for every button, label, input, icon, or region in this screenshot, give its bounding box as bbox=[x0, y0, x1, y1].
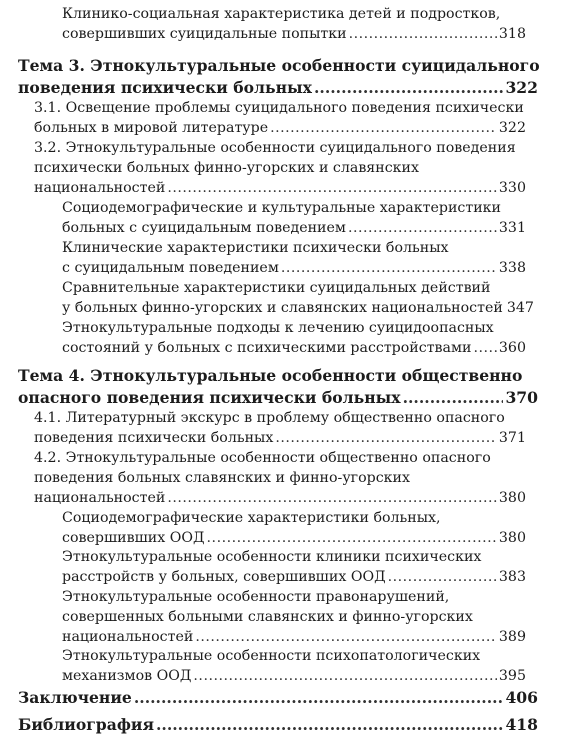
dot-leader bbox=[281, 260, 497, 277]
dot-leader bbox=[167, 490, 497, 507]
toc-entry-title-line: национальностей bbox=[62, 629, 194, 645]
page-number: 371 bbox=[498, 430, 526, 446]
toc-entry-title-line: Клинико-социальная характеристика детей и подростков, bbox=[62, 6, 501, 22]
page-number: 330 bbox=[498, 180, 526, 196]
page-number: 406 bbox=[505, 688, 538, 707]
toc-entry-title-line: механизмов ООД bbox=[62, 668, 192, 684]
toc-entry-sub[interactable] bbox=[62, 648, 526, 688]
toc-entry-title-line: поведения больных славянских и финно-угорских bbox=[34, 470, 411, 486]
dot-leader bbox=[349, 26, 497, 43]
toc-entry-sub[interactable] bbox=[62, 200, 526, 240]
page-number: 347 bbox=[506, 300, 534, 316]
toc-entry-title-line: Этнокультуральные подходы к лечению суицидоопасных bbox=[62, 320, 494, 336]
toc-entry-title-line: Заключение bbox=[18, 688, 132, 707]
toc-entry-section[interactable] bbox=[34, 450, 526, 510]
toc-entry-title-line: поведения психически больных bbox=[34, 430, 274, 446]
dot-leader bbox=[275, 430, 497, 447]
toc-entry-title-line: у больных финно-угорских и славянских национальностей bbox=[62, 300, 503, 316]
page-number: 383 bbox=[498, 569, 526, 585]
toc-entry-title-line: 4.1. Литературный экскурс в проблему общественно опасного bbox=[34, 410, 505, 426]
dot-leader bbox=[207, 530, 497, 547]
toc-entry-topic[interactable] bbox=[18, 688, 538, 710]
toc-entry-title-line: совершивших ООД bbox=[62, 530, 205, 546]
dot-leader bbox=[134, 688, 504, 707]
page-number: 322 bbox=[498, 120, 526, 136]
dot-leader bbox=[195, 629, 497, 646]
toc-entry-title-line: расстройств у больных, совершивших ООД bbox=[62, 569, 386, 585]
toc-entry-title-line: Социодемографические характеристики больных, bbox=[62, 510, 441, 526]
toc-entry-title-line: психически больных финно-угорских и славянских bbox=[34, 160, 419, 176]
dot-leader bbox=[193, 668, 496, 685]
toc-entry-title-line: с суицидальным поведением bbox=[62, 260, 279, 276]
toc-entry-topic[interactable] bbox=[18, 715, 538, 737]
dot-leader bbox=[474, 340, 497, 357]
toc-entry-sub[interactable] bbox=[62, 280, 534, 320]
dot-leader bbox=[388, 569, 497, 586]
toc-entry-sub[interactable] bbox=[62, 510, 526, 550]
toc-entry-title-line: Социодемографические и культуральные характеристики bbox=[62, 200, 501, 216]
toc-entry-title-line: больных в мировой литературе bbox=[34, 120, 269, 136]
toc-entry-sub[interactable] bbox=[62, 589, 526, 649]
page-number: 360 bbox=[498, 340, 526, 356]
toc-entry-title-line: совершенных больными славянских и финно-угорских bbox=[62, 609, 473, 625]
toc-entry-title-line: 3.1. Освещение проблемы суицидального поведения психически bbox=[34, 100, 524, 116]
toc-entry-title-line: Этнокультуральные особенности психопатологических bbox=[62, 648, 481, 664]
toc-entry-title-line: национальностей bbox=[34, 180, 166, 196]
toc-entry-title-line: Сравнительные характеристики суицидальных действий bbox=[62, 280, 491, 296]
dot-leader bbox=[314, 78, 503, 97]
toc-entry-sub[interactable] bbox=[62, 549, 526, 589]
dot-leader bbox=[403, 388, 504, 407]
toc-entry-title-line: Клинические характеристики психически больных bbox=[62, 240, 449, 256]
toc-entry-topic[interactable] bbox=[18, 366, 538, 410]
toc-entry-title-line: Этнокультуральные особенности клиники психических bbox=[62, 549, 482, 565]
toc-entry-section[interactable] bbox=[34, 100, 526, 140]
toc-entry-sub[interactable] bbox=[62, 240, 526, 280]
page-number: 370 bbox=[505, 388, 538, 407]
page-number: 322 bbox=[505, 78, 538, 97]
page-number: 380 bbox=[498, 530, 526, 546]
toc-entry-title-line: поведения психически больных bbox=[18, 78, 312, 97]
toc-entry-title-line: 4.2. Этнокультуральные особенности общественно опасного bbox=[34, 450, 491, 466]
toc-entry-title-line: национальностей bbox=[34, 490, 166, 506]
page-number: 318 bbox=[498, 26, 526, 42]
toc-entry-title-line: 3.2. Этнокультуральные особенности суицидального поведения bbox=[34, 140, 516, 156]
page-number: 395 bbox=[498, 668, 526, 684]
toc-entry-title-line: состояний у больных с психическими расстройствами bbox=[62, 340, 472, 356]
toc-entry-title-line: больных с суицидальным поведением bbox=[62, 220, 346, 236]
toc-entry-sub[interactable] bbox=[62, 6, 526, 46]
page-number: 338 bbox=[498, 260, 526, 276]
toc-entry-title-line: Этнокультуральные особенности правонарушений, bbox=[62, 589, 450, 605]
toc-entry-section[interactable] bbox=[34, 410, 526, 450]
dot-leader bbox=[348, 220, 497, 237]
dot-leader bbox=[167, 180, 497, 197]
page-number: 418 bbox=[505, 715, 538, 734]
dot-leader bbox=[270, 120, 497, 137]
toc-entry-title-line: совершивших суицидальные попытки bbox=[62, 26, 347, 42]
toc-entry-title-line: опасного поведения психически больных bbox=[18, 388, 401, 407]
toc-entry-title-line: Тема 4. Этнокультуральные особенности общественно bbox=[18, 366, 523, 385]
page-number: 380 bbox=[498, 490, 526, 506]
toc-entry-section[interactable] bbox=[34, 140, 526, 200]
page-number: 389 bbox=[498, 629, 526, 645]
toc-entry-topic[interactable] bbox=[18, 56, 538, 100]
page-number: 331 bbox=[498, 220, 526, 236]
toc-entry-title-line: Библиография bbox=[18, 715, 154, 734]
toc-entry-title-line: Тема 3. Этнокультуральные особенности суицидального bbox=[18, 56, 540, 75]
dot-leader bbox=[156, 715, 503, 734]
toc-entry-sub[interactable] bbox=[62, 320, 526, 360]
